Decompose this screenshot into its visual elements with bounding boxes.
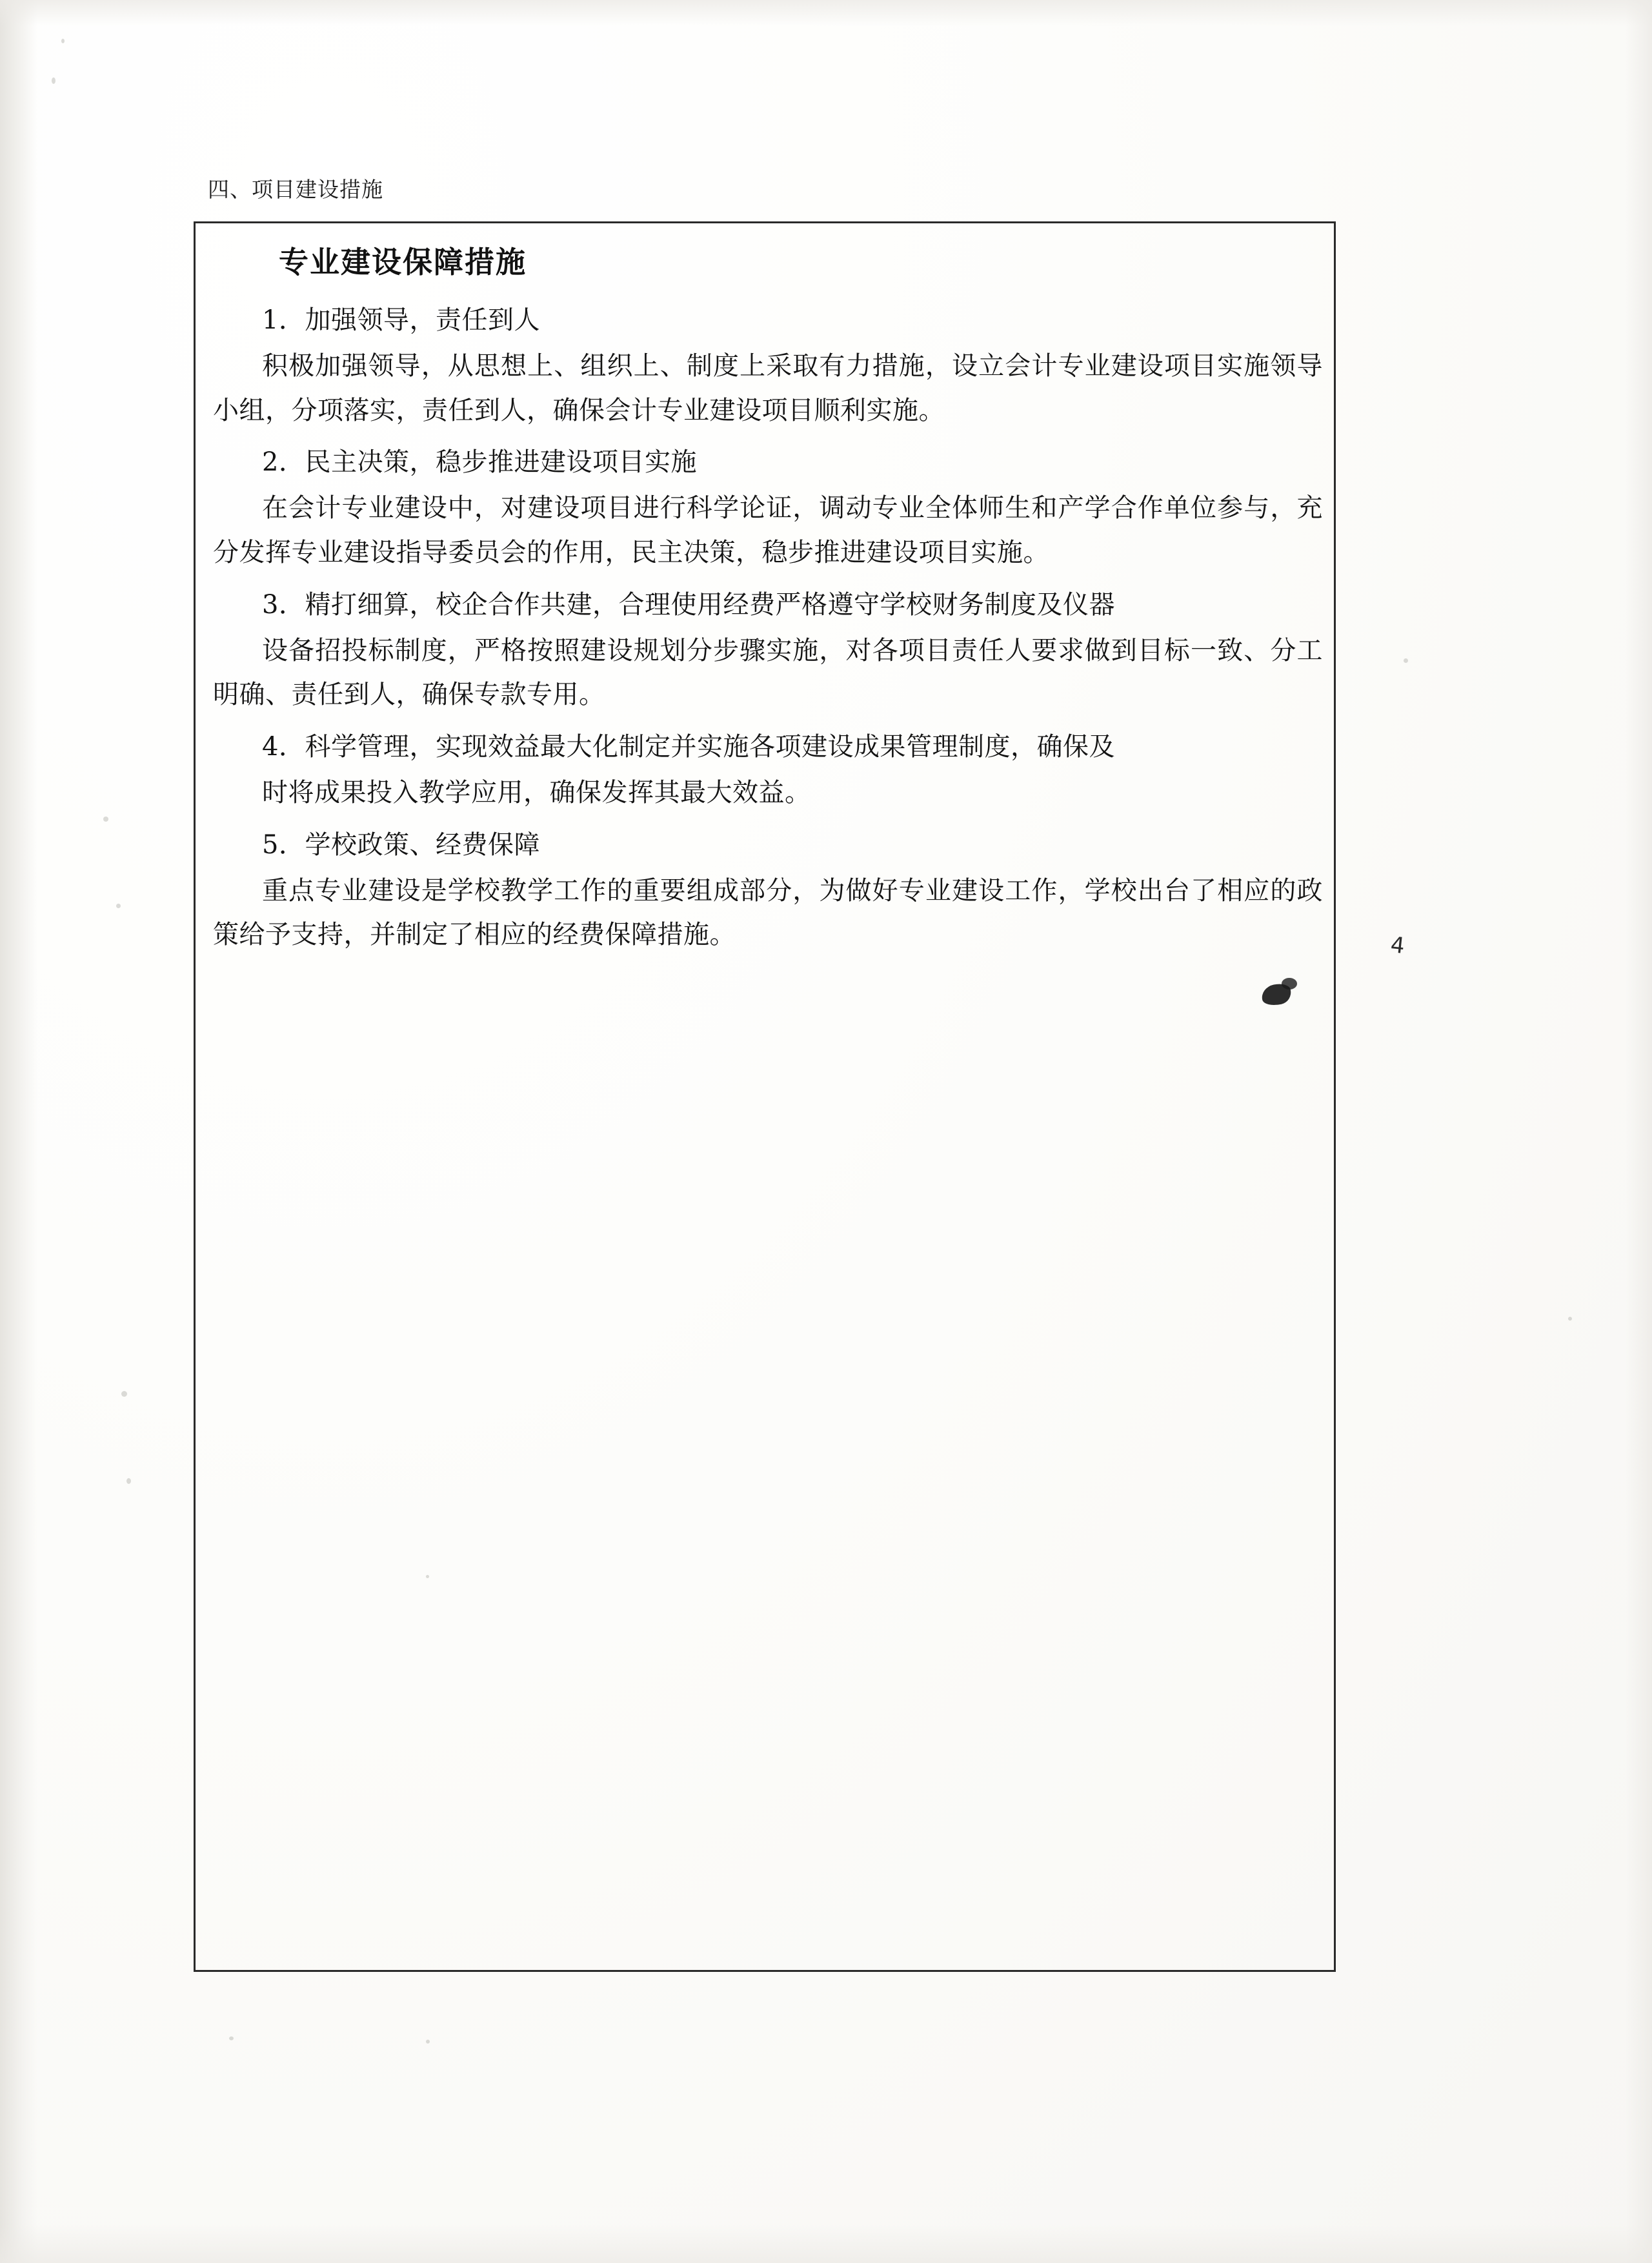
scan-speck bbox=[61, 39, 65, 43]
page-left-edge-shading bbox=[0, 0, 37, 2263]
list-item-heading: 3．精打细算，校企合作共建，合理使用经费严格遵守学校财务制度及仪器 bbox=[262, 589, 1115, 620]
list-item-body: 在会计专业建设中，对建设项目进行科学论证，调动专业全体师生和产学合作单位参与，充分发挥专业建设指导委员会的作用，民主决策，稳步推进建设项目实施。 bbox=[213, 493, 1323, 567]
scan-speck bbox=[426, 2040, 430, 2044]
list-item-heading: 5．学校政策、经费保障 bbox=[262, 829, 540, 860]
scan-speck bbox=[103, 817, 108, 822]
page-bottom-edge-shading bbox=[0, 2224, 1652, 2263]
page-title: 专业建设保障措施 bbox=[279, 245, 527, 279]
list-item-heading: 1．加强领导，责任到人 bbox=[262, 305, 540, 335]
scan-speck bbox=[52, 77, 55, 84]
scan-speck bbox=[116, 904, 121, 908]
scan-speck bbox=[126, 1478, 131, 1484]
ink-blot-mark bbox=[1282, 978, 1297, 989]
page-right-edge-shading bbox=[1625, 0, 1652, 2263]
scan-speck bbox=[121, 1391, 127, 1397]
document-body bbox=[213, 239, 1323, 964]
section-heading: 四、项目建设措施 bbox=[208, 177, 383, 202]
list-item-body: 重点专业建设是学校教学工作的重要组成部分，为做好专业建设工作，学校出台了相应的政策给予支持，并制定了相应的经费保障措施。 bbox=[213, 875, 1323, 950]
scan-speck bbox=[1568, 1317, 1572, 1321]
list-item-heading: 4．科学管理，实现效益最大化制定并实施各项建设成果管理制度，确保及 bbox=[262, 732, 1115, 762]
scan-speck bbox=[229, 2036, 234, 2040]
margin-handwritten-mark: 4 bbox=[1389, 931, 1406, 960]
list-item-heading: 2．民主决策，稳步推进建设项目实施 bbox=[262, 447, 697, 478]
list-item-body: 积极加强领导，从思想上、组织上、制度上采取有力措施，设立会计专业建设项目实施领导小组，分项落实，责任到人，确保会计专业建设项目顺利实施。 bbox=[213, 350, 1323, 425]
scan-speck bbox=[1404, 658, 1408, 663]
list-item-body: 时将成果投入教学应用，确保发挥其最大效益。 bbox=[262, 777, 811, 807]
list-item-body: 设备招投标制度，严格按照建设规划分步骤实施，对各项目责任人要求做到目标一致、分工明确、责任到人，确保专款专用。 bbox=[213, 635, 1323, 710]
page-top-edge-shading bbox=[0, 0, 1652, 26]
